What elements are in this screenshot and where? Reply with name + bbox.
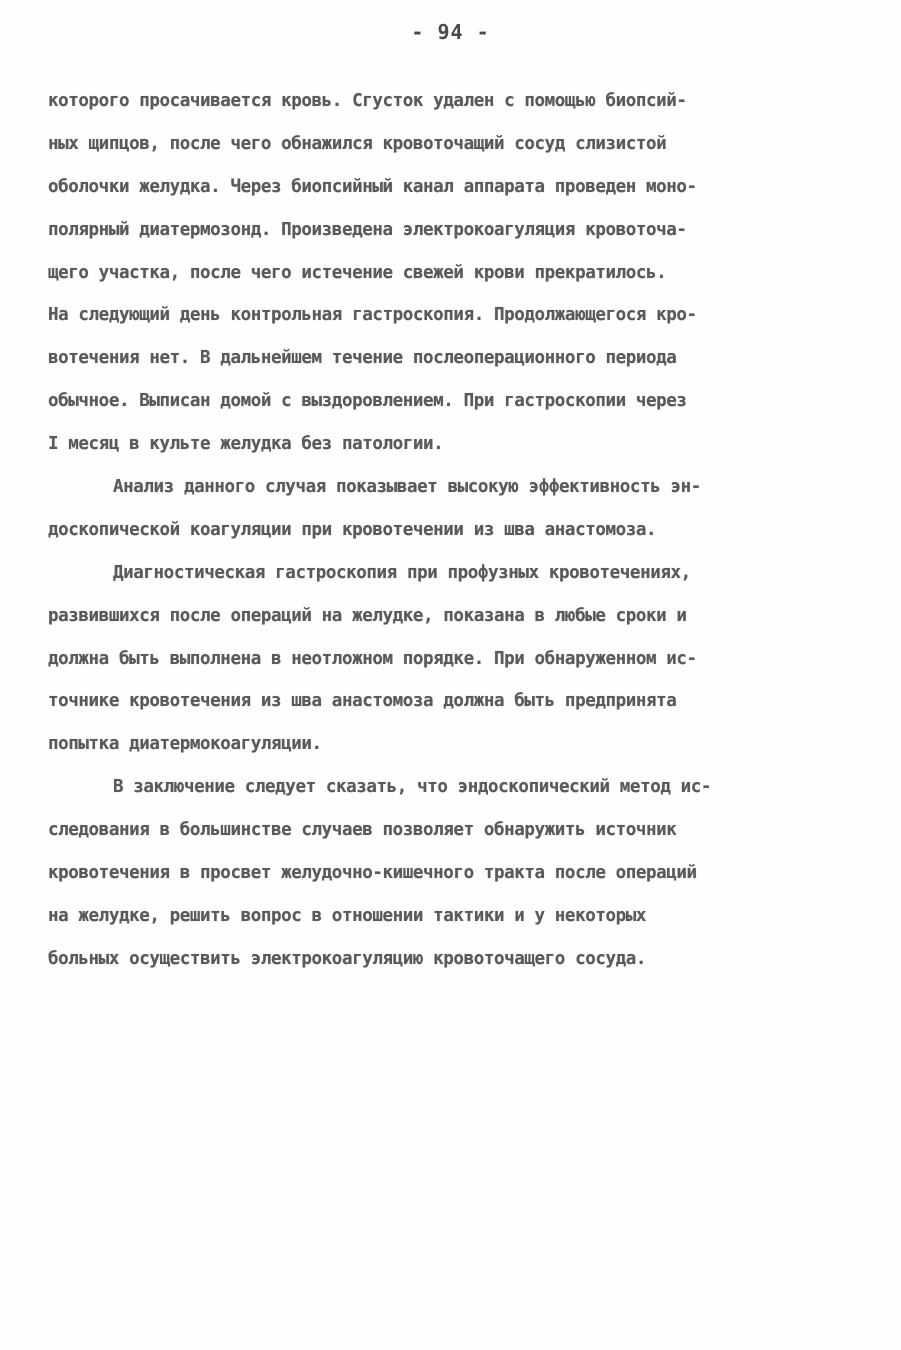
text-line: доскопической коагуляции при кровотечении из шва анастомоза. <box>48 519 657 540</box>
text-line: оболочки желудка. Через биопсийный канал аппарата проведен моно- <box>48 176 697 197</box>
text-line: которого просачивается кровь. Сгусток удален с помощью биопсий- <box>48 91 687 111</box>
text-line: следования в большинстве случаев позволяет обнаружить источник <box>48 820 677 841</box>
text-line: обычное. Выписан домой с выздоровлением. При гастроскопии через <box>48 391 687 412</box>
text-line: I месяц в культе желудка без патологии. <box>48 434 444 455</box>
text-line: ных щипцов, после чего обнажился кровоточащий сосуд слизистой <box>48 133 667 154</box>
text-line: на желудке, решить вопрос в отношении тактики и у некоторых <box>48 905 647 926</box>
text-line: развившихся после операций на желудке, показана в любые сроки и <box>48 605 687 626</box>
paragraph-start-line: Анализ данного случая показывает высокую эффективность эн- <box>113 477 701 498</box>
text-line: щего участка, после чего истечение свежей крови прекратилось. <box>48 262 667 283</box>
paragraph-start-line: В заключение следует сказать, что эндоскопический метод ис- <box>113 777 712 798</box>
paragraph-start-line: Диагностическая гастроскопия при профузных кровотечениях, <box>113 562 691 583</box>
text-line: кровотечения в просвет желудочно-кишечного тракта после операций <box>48 863 697 884</box>
document-body <box>48 86 878 987</box>
text-line: больных осуществить электрокоагуляцию кровоточащего сосуда. <box>48 948 647 969</box>
text-line: точнике кровотечения из шва анастомоза должна быть предпринята <box>48 691 677 712</box>
page-number: - 94 - <box>411 20 490 44</box>
text-line: вотечения нет. В дальнейшем течение послеоперационного периода <box>48 348 677 369</box>
text-line: полярный диатермозонд. Произведена электрокоагуляция кровоточа- <box>48 219 687 240</box>
text-line: На следующий день контрольная гастроскопия. Продолжающегося кро- <box>48 305 697 326</box>
text-line: попытка диатермокоагуляции. <box>48 734 322 755</box>
text-line: должна быть выполнена в неотложном порядке. При обнаруженном ис- <box>48 648 697 669</box>
